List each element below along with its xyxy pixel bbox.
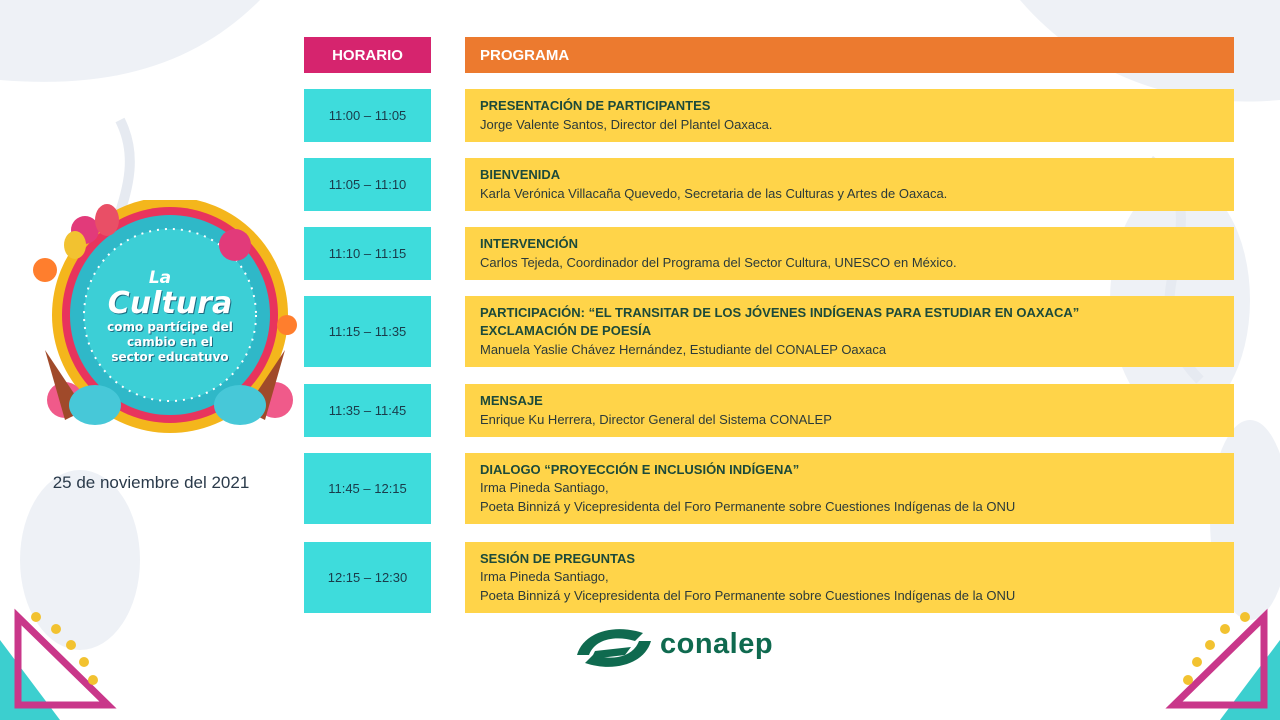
schedule-item-title: INTERVENCIÓN: [480, 236, 578, 251]
schedule-item-5: [465, 384, 1234, 437]
schedule-item-subtitle: EXCLAMACIÓN DE POESÍA: [480, 323, 652, 339]
schedule-time-header: HORARIO: [304, 37, 431, 73]
emblem-line1: como partícipe del: [107, 320, 233, 334]
emblem-cultura: Cultura: [107, 286, 233, 321]
emblem-line3: sector educatuvo: [111, 350, 229, 364]
schedule-item-title: DIALOGO “PROYECCIÓN E INCLUSIÓN INDÍGENA”: [480, 461, 800, 477]
schedule-item-3: [465, 227, 1234, 280]
schedule-item-desc: Carlos Tejeda, Coordinador del Programa del Sector Cultura, UNESCO en México.: [480, 254, 957, 270]
schedule-item-4: [465, 296, 1234, 367]
emblem-line2: cambio en el: [127, 335, 213, 349]
schedule-program-header: PROGRAMA: [465, 37, 1234, 73]
emblem-title: [80, 268, 260, 365]
schedule-time-3: 11:10 – 11:15: [304, 227, 431, 280]
schedule-item-title: SESIÓN DE PREGUNTAS: [480, 550, 636, 566]
event-date: 25 de noviembre del 2021: [52, 473, 250, 492]
schedule-item-desc: Poeta Binnizá y Vicepresidenta del Foro Permanente sobre Cuestiones Indígenas de la ONU: [480, 587, 1016, 603]
schedule-item-desc: Poeta Binnizá y Vicepresidenta del Foro Permanente sobre Cuestiones Indígenas de la ONU: [480, 498, 1016, 514]
schedule-time-6: 11:45 – 12:15: [304, 453, 431, 524]
schedule-time-2: 11:05 – 11:10: [304, 158, 431, 211]
schedule-item-desc: Jorge Valente Santos, Director del Plantel Oaxaca.: [480, 116, 773, 132]
schedule-item-desc: Karla Verónica Villacaña Quevedo, Secretaria de las Culturas y Artes de Oaxaca.: [480, 185, 948, 201]
schedule-item-7: [465, 542, 1234, 613]
schedule-item-desc: Enrique Ku Herrera, Director General del Sistema CONALEP: [480, 411, 832, 427]
schedule-item-desc: Irma Pineda Santiago,: [480, 569, 609, 585]
conalep-logo-text: conalep: [660, 628, 774, 660]
conalep-logo-icon: [573, 625, 655, 671]
emblem-la: La: [148, 268, 172, 288]
schedule-item-1: [465, 89, 1234, 142]
schedule-time-4: 11:15 – 11:35: [304, 296, 431, 367]
schedule-item-2: [465, 158, 1234, 211]
schedule-item-desc: Irma Pineda Santiago,: [480, 480, 609, 496]
schedule-time-5: 11:35 – 11:45: [304, 384, 431, 437]
schedule-item-title: PRESENTACIÓN DE PARTICIPANTES: [480, 98, 711, 113]
schedule-item-title: MENSAJE: [480, 393, 543, 408]
schedule-time-1: 11:00 – 11:05: [304, 89, 431, 142]
schedule-item-desc: Manuela Yaslie Chávez Hernández, Estudiante del CONALEP Oaxaca: [480, 341, 887, 357]
schedule-item-title: PARTICIPACIÓN: “EL TRANSITAR DE LOS JÓVENES INDÍGENAS PARA ESTUDIAR EN OAXACA”: [480, 304, 1080, 320]
schedule-item-6: [465, 453, 1234, 524]
schedule-item-title: BIENVENIDA: [480, 167, 561, 182]
schedule-time-7: 12:15 – 12:30: [304, 542, 431, 613]
